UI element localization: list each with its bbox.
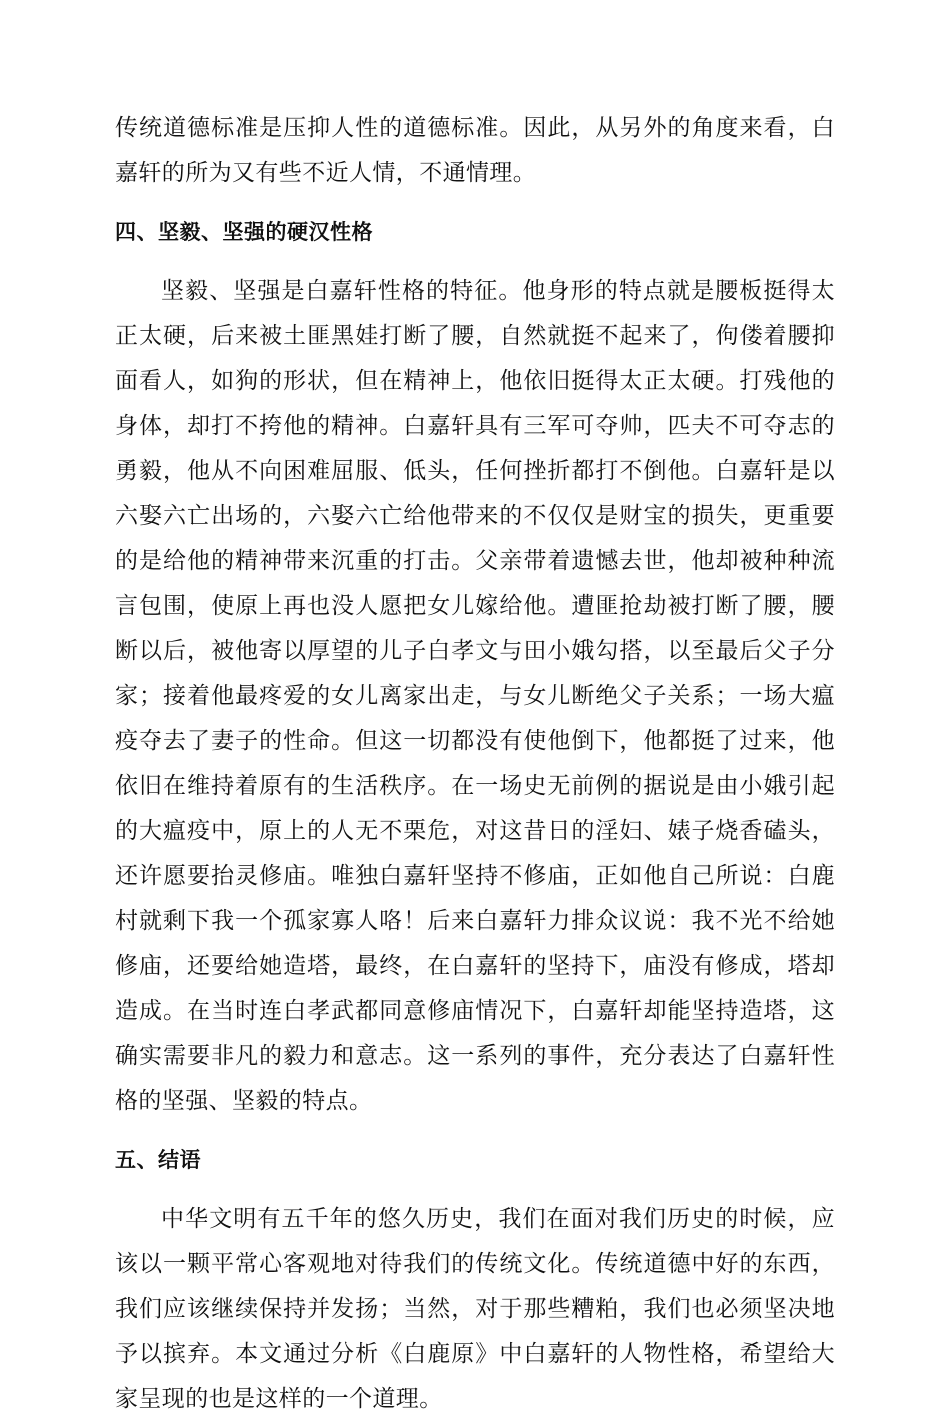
spacer	[115, 1183, 835, 1197]
section-4-heading: 四、坚毅、坚强的硬汉性格	[115, 220, 373, 244]
spacer	[115, 196, 835, 210]
spacer	[115, 255, 835, 269]
section-5-paragraph: 中华文明有五千年的悠久历史，我们在面对我们历史的时候，应该以一颗平常心客观地对待我们的传统文化。传统道德中好的东西，我们应该继续保持并发扬；当然，对于那些糟粕，我们也必须坚决地予以摈弃。本文通过分析《白鹿原》中白嘉轩的人物性格，希望给大家呈现的也是这样的一个道理。	[115, 1206, 835, 1412]
section-4-paragraph: 坚毅、坚强是白嘉轩性格的特征。他身形的特点就是腰板挺得太正太硬，后来被土匪黑娃打断了腰，自然就挺不起来了，佝偻着腰抑面看人，如狗的形状，但在精神上，他依旧挺得太正太硬。打残他的身体，却打不挎他的精神。白嘉轩具有三军可夺帅，匹夫不可夺志的勇毅，他从不向困难屈服、低头，任何挫折都打不倒他。白嘉轩是以六娶六亡出场的，六娶六亡给他带来的不仅仅是财宝的损失，更重要的是给他的精神带来沉重的打击。父亲带着遗憾去世，他却被种种流言包围，使原上再也没人愿把女儿嫁给他。遭匪抢劫被打断了腰，腰断以后，被他寄以厚望的儿子白孝文与田小娥勾搭，以至最后父子分家；接着他最疼爱的女儿离家出走，与女儿断绝父子关系；一场大瘟疫夺去了妻子的性命。但这一切都没有使他倒下，他都挺了过来，他依旧在维持着原有的生活秩序。在一场史无前例的据说是由小娥引起的大瘟疫中，原上的人无不栗危，对这昔日的淫妇、婊子烧香磕头，还许愿要抬灵修庙。唯独白嘉轩坚持不修庙，正如他自己所说：白鹿村就剩下我一个孤家寡人咯！后来白嘉轩力排众议说：我不光不给她修庙，还要给她造塔，最终，在白嘉轩的坚持下，庙没有修成，塔却造成。在当时连白孝武都同意修庙情况下，白嘉轩却能坚持造塔，这确实需要非凡的毅力和意志。这一系列的事件，充分表达了白嘉轩性格的坚强、坚毅的特点。	[115, 278, 835, 1114]
intro-paragraph: 传统道德标准是压抑人性的道德标准。因此，从另外的角度来看，白嘉轩的所为又有些不近人情，不通情理。	[115, 115, 835, 186]
spacer	[115, 1124, 835, 1138]
section-5-heading: 五、结语	[115, 1148, 201, 1172]
document-page	[115, 106, 835, 1422]
